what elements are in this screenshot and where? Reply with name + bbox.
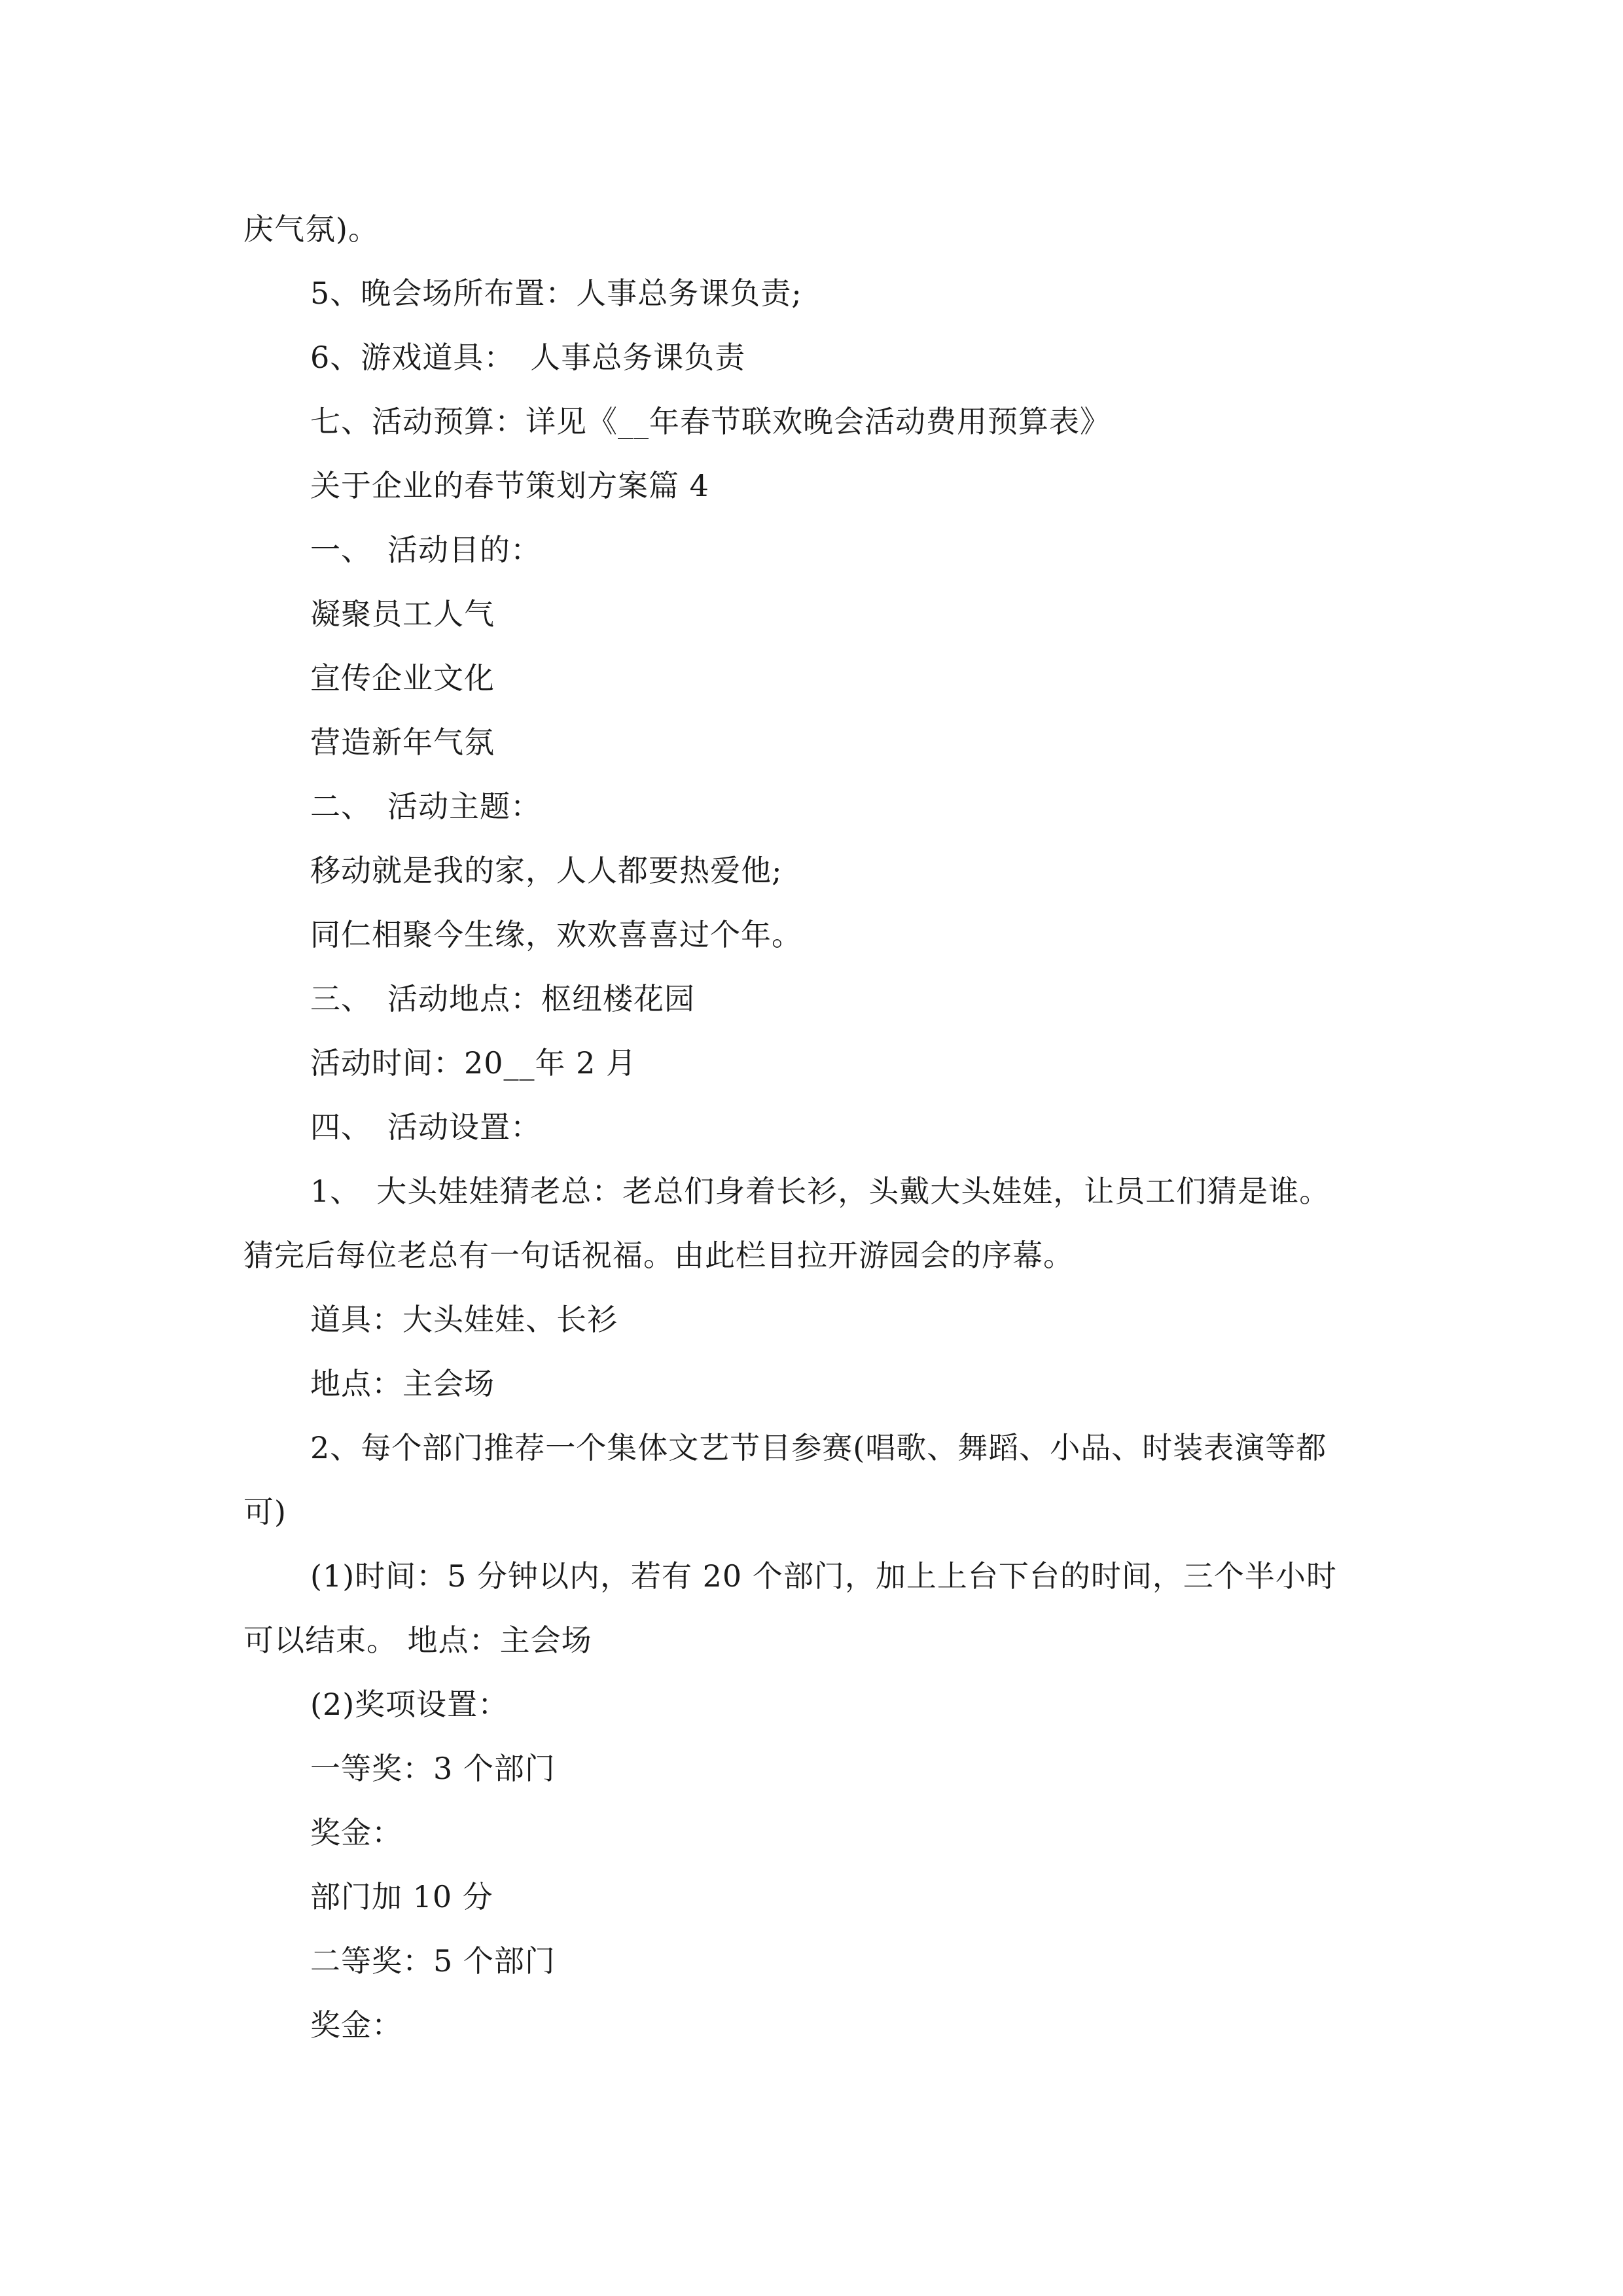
paragraph-line: 三、 活动地点：枢纽楼花园: [310, 981, 695, 1016]
paragraph-line: 四、 活动设置：: [310, 1109, 541, 1145]
paragraph-line: 奖金：: [310, 1815, 402, 1850]
paragraph-line: 营造新年气氛: [310, 725, 495, 760]
paragraph-line: 一、 活动目的：: [310, 532, 541, 567]
paragraph-line: 部门加 10 分: [310, 1879, 493, 1914]
paragraph-line: 二、 活动主题：: [310, 789, 541, 824]
paragraph-line: 1、 大头娃娃猜老总：老总们身着长衫，头戴大头娃娃，让员工们猜是谁。: [310, 1174, 1330, 1209]
paragraph-line: 5、晚会场所布置：人事总务课负责;: [310, 276, 802, 311]
paragraph-line: 猜完后每位老总有一句话祝福。由此栏目拉开游园会的序幕。: [243, 1238, 1074, 1273]
paragraph-line: 庆气氛)。: [243, 211, 379, 247]
paragraph-line: 可以结束。 地点：主会场: [243, 1623, 592, 1658]
paragraph-line: 凝聚员工人气: [310, 596, 495, 632]
paragraph-line: 宣传企业文化: [310, 660, 495, 696]
section-heading: 关于企业的春节策划方案篇 4: [310, 468, 709, 503]
paragraph-line: 奖金：: [310, 2007, 402, 2043]
paragraph-line: 2、每个部门推荐一个集体文艺节目参赛(唱歌、舞蹈、小品、时装表演等都: [310, 1430, 1327, 1465]
paragraph-line: 可): [243, 1494, 287, 1530]
paragraph-line: 一等奖：3 个部门: [310, 1751, 556, 1786]
paragraph-line: 地点：主会场: [310, 1366, 495, 1401]
paragraph-line: 道具：大头娃娃、长衫: [310, 1302, 618, 1337]
paragraph-line: (2)奖项设置：: [310, 1687, 509, 1722]
paragraph-line: 6、游戏道具： 人事总务课负责: [310, 340, 746, 375]
paragraph-line: 同仁相聚今生缘，欢欢喜喜过个年。: [310, 917, 802, 952]
paragraph-line: 移动就是我的家，人人都要热爱他;: [310, 853, 783, 888]
paragraph-line: 七、活动预算：详见《__年春节联欢晚会活动费用预算表》: [310, 404, 1111, 439]
paragraph-line: 二等奖：5 个部门: [310, 1943, 556, 1979]
paragraph-line: 活动时间：20__年 2 月: [310, 1045, 637, 1081]
paragraph-line: (1)时间：5 分钟以内，若有 20 个部门，加上上台下台的时间，三个半小时: [310, 1558, 1337, 1594]
